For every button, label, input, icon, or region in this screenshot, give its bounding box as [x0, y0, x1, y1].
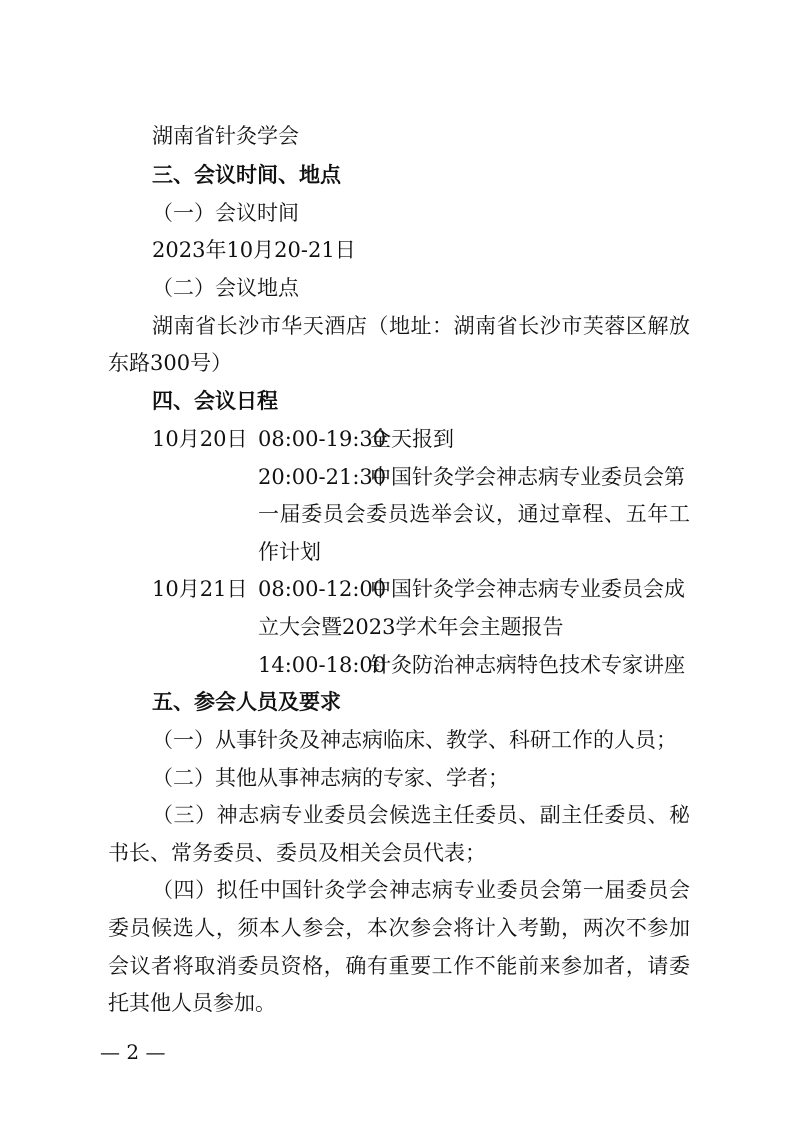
schedule-item: 作计划	[258, 540, 321, 564]
subheading-meeting-time: （一）会议时间	[152, 201, 299, 225]
schedule-day: 10月21日	[152, 577, 248, 601]
requirement-item: 委员候选人，须本人参会，本次参会将计入考勤，两次不参加	[108, 916, 690, 940]
requirement-item: （四）拟任中国针灸学会神志病专业委员会第一届委员会	[152, 878, 690, 902]
schedule-item: 全天报到	[370, 427, 454, 451]
venue-line: 湖南省长沙市华天酒店（地址：湖南省长沙市芙蓉区解放	[152, 314, 690, 338]
requirement-item: 书长、常务委员、委员及相关会员代表；	[108, 841, 486, 865]
schedule-item: 中国针灸学会神志病专业委员会第	[370, 465, 685, 489]
meeting-date: 2023年10月20-21日	[152, 238, 356, 262]
page-number: — 2 —	[100, 1040, 166, 1064]
schedule-item: 中国针灸学会神志病专业委员会成	[370, 577, 685, 601]
schedule-time: 20:00-21:30	[258, 465, 387, 489]
requirement-item: 托其他人员参加。	[108, 991, 276, 1015]
section-heading-attendees: 五、参会人员及要求	[152, 690, 341, 714]
schedule-time: 14:00-18:00	[258, 653, 387, 677]
section-heading-schedule: 四、会议日程	[152, 389, 278, 413]
schedule-item: 一届委员会委员选举会议，通过章程、五年工	[258, 502, 690, 526]
schedule-day: 10月20日	[152, 427, 248, 451]
schedule-time: 08:00-19:30	[258, 427, 387, 451]
requirement-item: 会议者将取消委员资格，确有重要工作不能前来参加者，请委	[108, 954, 690, 978]
section-heading-time-venue: 三、会议时间、地点	[152, 163, 341, 187]
schedule-item: 立大会暨2023学术年会主题报告	[258, 615, 564, 639]
requirement-item: （三）神志病专业委员会候选主任委员、副主任委员、秘	[152, 803, 690, 827]
venue-line: 东路300号）	[108, 351, 233, 375]
schedule-item: 针灸防治神志病特色技术专家讲座	[370, 653, 685, 677]
organization-line: 湖南省针灸学会	[152, 124, 299, 148]
subheading-meeting-venue: （二）会议地点	[152, 276, 299, 300]
requirement-item: （二）其他从事神志病的专家、学者；	[152, 766, 509, 790]
schedule-time: 08:00-12:00	[258, 577, 387, 601]
requirement-item: （一）从事针灸及神志病临床、教学、科研工作的人员；	[152, 728, 677, 752]
